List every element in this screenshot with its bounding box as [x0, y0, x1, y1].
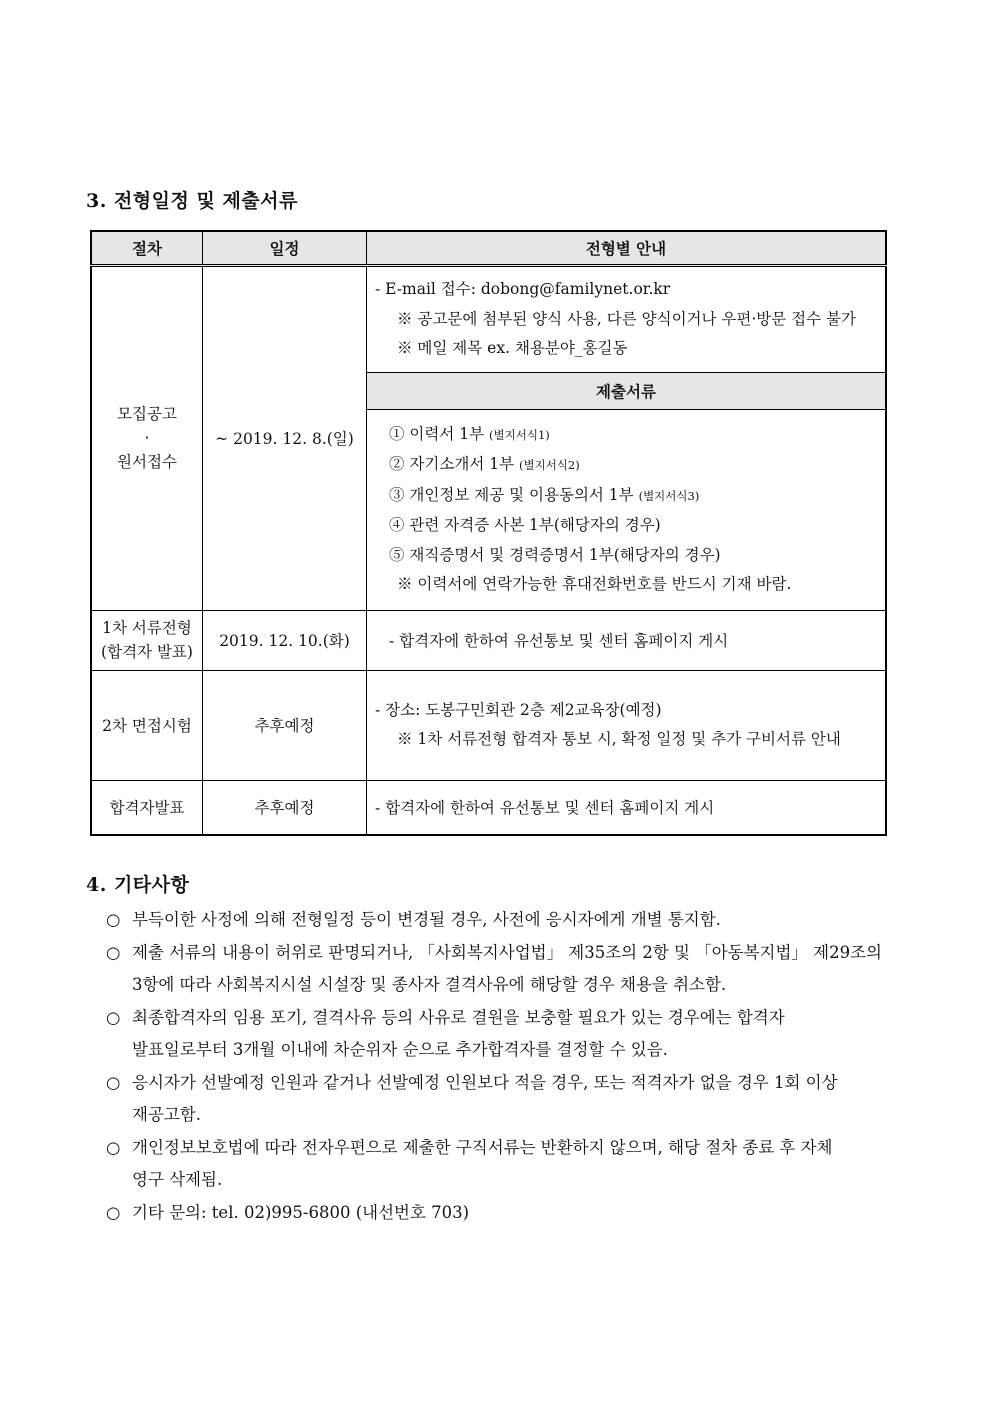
info-line: - E-mail 접수: dobong@familynet.or.kr — [375, 280, 671, 298]
stage-text: 1차 서류전형 — [102, 619, 192, 637]
header-date: 일정 — [203, 231, 367, 266]
stage-text: · — [144, 429, 150, 448]
stage-cell-screening — [91, 610, 203, 670]
date-cell-interview: 추후예정 — [203, 670, 367, 780]
notes-list — [106, 904, 906, 1229]
note-text: 기타 문의: tel. 02)995-6800 (내선번호 703) — [132, 1202, 470, 1222]
note-text: 3항에 따라 사회복지시설 시설장 및 종사자 결격사유에 해당할 경우 채용을 취소함. — [132, 975, 727, 994]
stage-text: (합격자 발표) — [101, 643, 193, 661]
stage-cell-recruit — [91, 266, 203, 611]
note-text: 재공고함. — [132, 1105, 202, 1124]
date-cell-screening: 2019. 12. 10.(화) — [203, 610, 367, 670]
note-text: 영구 삭제됨. — [132, 1170, 223, 1189]
table-row — [91, 610, 886, 670]
note-text: 부득이한 사정에 의해 전형일정 등이 변경될 경우, 사전에 응시자에게 개별 통지함. — [132, 910, 721, 929]
docs-list — [367, 410, 885, 610]
info-line: - 장소: 도봉구민회관 2층 제2교육장(예정) — [375, 700, 662, 719]
header-info: 전형별 안내 — [367, 231, 887, 266]
stage-text: 원서접수 — [117, 453, 177, 472]
doc-item: ② 자기소개서 1부 (별지서식2) — [389, 455, 580, 473]
list-item — [106, 1132, 906, 1197]
circle-bullet-icon: ○ — [106, 1007, 121, 1027]
date-cell-result: 추후예정 — [203, 780, 367, 835]
info-note: ※ 메일 제목 ex. 채용분야_홍길동 — [397, 339, 628, 357]
table-row — [91, 266, 886, 611]
info-cell-recruit — [367, 266, 887, 611]
circle-bullet-icon: ○ — [106, 942, 121, 962]
info-line: - 합격자에 한하여 유선통보 및 센터 홈페이지 게시 — [375, 799, 715, 818]
note-text: 최종합격자의 임용 포기, 결격사유 등의 사유로 결원을 보충할 필요가 있는 경우에는 합격자 — [132, 1007, 785, 1027]
list-item — [106, 1002, 906, 1067]
header-stage: 절차 — [91, 231, 203, 266]
stage-cell-interview: 2차 면접시험 — [91, 670, 203, 780]
docs-subheader: 제출서류 — [367, 372, 885, 410]
table-row — [91, 670, 886, 780]
info-note: ※ 1차 서류전형 합격자 통보 시, 확정 일정 및 추가 구비서류 안내 — [397, 730, 841, 748]
doc-item: ⑤ 재직증명서 및 경력증명서 1부(해당자의 경우) — [389, 545, 721, 564]
table-row — [91, 780, 886, 835]
circle-bullet-icon: ○ — [106, 1072, 121, 1092]
section-3-heading: 3. 전형일정 및 제출서류 — [86, 190, 298, 212]
list-item — [106, 1067, 906, 1132]
docs-note: ※ 이력서에 연락가능한 휴대전화번호를 반드시 기재 바람. — [397, 575, 792, 593]
list-item — [106, 904, 906, 937]
note-text: 제출 서류의 내용이 허위로 판명되거나, 「사회복지사업법」 제35조의 2항 및 「아동복지법」 제29조의 — [132, 942, 882, 962]
table-header-row — [91, 231, 886, 266]
stage-text: 모집공고 — [117, 405, 177, 424]
info-line: - 합격자에 한하여 유선통보 및 센터 홈페이지 게시 — [389, 632, 729, 650]
info-cell-result — [367, 780, 887, 835]
note-text: 발표일로부터 3개월 이내에 차순위자 순으로 추가합격자를 결정할 수 있음. — [132, 1040, 668, 1059]
list-item — [106, 1197, 906, 1230]
circle-bullet-icon: ○ — [106, 910, 121, 929]
info-cell-screening — [367, 610, 887, 670]
date-cell-recruit: ~ 2019. 12. 8.(일) — [203, 266, 367, 611]
note-text: 개인정보보호법에 따라 전자우편으로 제출한 구직서류는 반환하지 않으며, 해당 절차 종료 후 자체 — [132, 1137, 833, 1157]
section-4-heading: 4. 기타사항 — [86, 874, 190, 896]
doc-item: ④ 관련 자격증 사본 1부(해당자의 경우) — [389, 516, 661, 534]
info-note: ※ 공고문에 첨부된 양식 사용, 다른 양식이거나 우편·방문 접수 불가 — [397, 309, 856, 328]
doc-item: ① 이력서 1부 (별지서식1) — [389, 424, 550, 443]
note-text: 응시자가 선발예정 인원과 같거나 선발예정 인원보다 적을 경우, 또는 적격자가 없을 경우 1회 이상 — [132, 1072, 838, 1092]
schedule-table — [90, 230, 887, 836]
info-cell-interview — [367, 670, 887, 780]
circle-bullet-icon: ○ — [106, 1202, 121, 1222]
list-item — [106, 937, 906, 1002]
doc-item: ③ 개인정보 제공 및 이용동의서 1부 (별지서식3) — [389, 485, 700, 504]
circle-bullet-icon: ○ — [106, 1137, 121, 1157]
stage-cell-result: 합격자발표 — [91, 780, 203, 835]
